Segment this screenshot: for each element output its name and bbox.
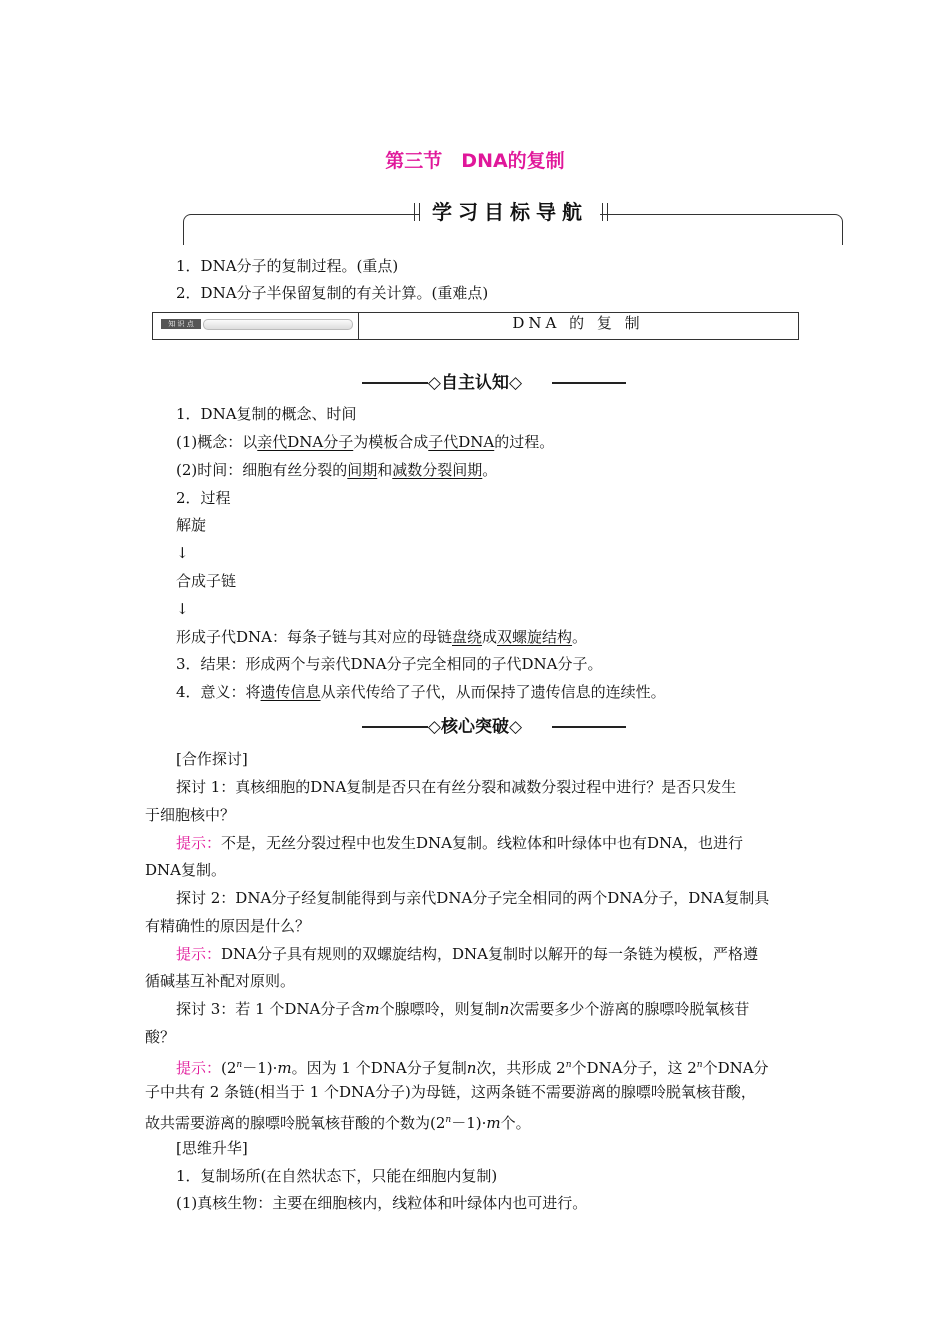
answer-line: 故共需要游离的腺嘌呤脱氧核苷酸的个数为$(2^n-1)\cdot m$个。: [145, 1114, 531, 1132]
paragraph: 1．DNA复制的概念、时间: [176, 405, 357, 423]
section-heading-self-study: [0, 371, 950, 395]
paragraph: 2．过程: [176, 489, 231, 507]
arrow-down-icon: ↓: [176, 544, 189, 562]
process-step: 解旋: [176, 516, 207, 534]
hint-label: 提示：: [176, 834, 222, 852]
question-line: 探讨 2：DNA分子经复制能得到与亲代DNA分子完全相同的两个DNA分子，DNA复制具: [176, 889, 770, 907]
section-heading-core: [0, 715, 950, 739]
paragraph: 3．结果：形成两个与亲代DNA分子完全相同的子代DNA分子。: [176, 655, 603, 673]
diamond-icon: ◇: [427, 717, 441, 737]
answer-line: 提示：$(2^n-1)\cdot m$。因为 1 个DNA分子复制n次，共形成 2$^n$个DNA分子，这 2$^n$个DNA分: [176, 1059, 769, 1077]
diamond-icon: ◇: [509, 373, 523, 393]
knowledge-point-tag: 知 识 点: [161, 319, 201, 329]
paragraph: 4．意义：将遗传信息从亲代传给了子代，从而保持了遗传信息的连续性。: [176, 683, 666, 701]
diamond-icon: ◇: [509, 717, 523, 737]
section-label: ◇核心突破◇: [427, 717, 523, 737]
answer-line: 子中共有 2 条链(相当于 1 个DNA分子)为母链，这两条链不需要游离的腺嘌呤脱氧核苷酸，: [145, 1083, 756, 1101]
process-step: 合成子链: [176, 572, 237, 590]
question-line: 酸？: [145, 1028, 176, 1046]
banner-label: 学习目标导航: [420, 197, 600, 227]
knowledge-point-bar: [203, 319, 353, 330]
paragraph: 1．复制场所(在自然状态下，只能在细胞内复制): [176, 1167, 498, 1185]
subheading: [思维升华]: [176, 1139, 248, 1157]
question-line: 探讨 1：真核细胞的DNA复制是否只在有丝分裂和减数分裂过程中进行？是否只发生: [176, 778, 737, 796]
knowledge-point-text: DNA 的 复 制: [512, 314, 644, 332]
paragraph: (1)真核生物：主要在细胞核内，线粒体和叶绿体内也可进行。: [176, 1194, 588, 1212]
process-step: 形成子代DNA：每条子链与其对应的母链盘绕成双螺旋结构。: [176, 628, 588, 646]
page-title: 第三节 DNA的复制: [385, 150, 565, 172]
arrow-down-icon: ↓: [176, 600, 189, 618]
question-line: 于细胞核中？: [145, 806, 236, 824]
goal-item: 2．DNA分子半保留复制的有关计算。(重难点): [176, 284, 489, 302]
goal-item: 1．DNA分子的复制过程。(重点): [176, 257, 399, 275]
diamond-icon: ◇: [427, 373, 441, 393]
knowledge-point-label-cell: [153, 313, 359, 339]
knowledge-point-table: [152, 312, 799, 340]
subheading: [合作探讨]: [176, 750, 248, 768]
paragraph: (2)时间：细胞有丝分裂的间期和减数分裂间期。: [176, 461, 498, 479]
hint-label: 提示：: [176, 1059, 222, 1077]
hint-label: 提示：: [176, 945, 222, 963]
paragraph: (1)概念：以亲代DNA分子为模板合成子代DNA的过程。: [176, 433, 555, 451]
answer-line: 循碱基互补配对原则。: [145, 972, 296, 990]
question-line: 有精确性的原因是什么？: [145, 917, 311, 935]
banner-divider-right: [602, 203, 608, 221]
answer-line: 提示：DNA分子具有规则的双螺旋结构，DNA复制时以解开的每一条链为模板，严格遵: [176, 945, 758, 963]
section-rule-right: [552, 726, 626, 728]
answer-line: 提示：不是，无丝分裂过程中也发生DNA复制。线粒体和叶绿体中也有DNA，也进行: [176, 834, 743, 852]
section-rule-right: [552, 382, 626, 384]
answer-line: DNA复制。: [145, 861, 226, 879]
section-label: ◇自主认知◇: [427, 373, 523, 393]
question-line: 探讨 3：若 1 个DNA分子含m个腺嘌呤，则复制n次需要多少个游离的腺嘌呤脱氧核苷: [176, 1000, 750, 1018]
